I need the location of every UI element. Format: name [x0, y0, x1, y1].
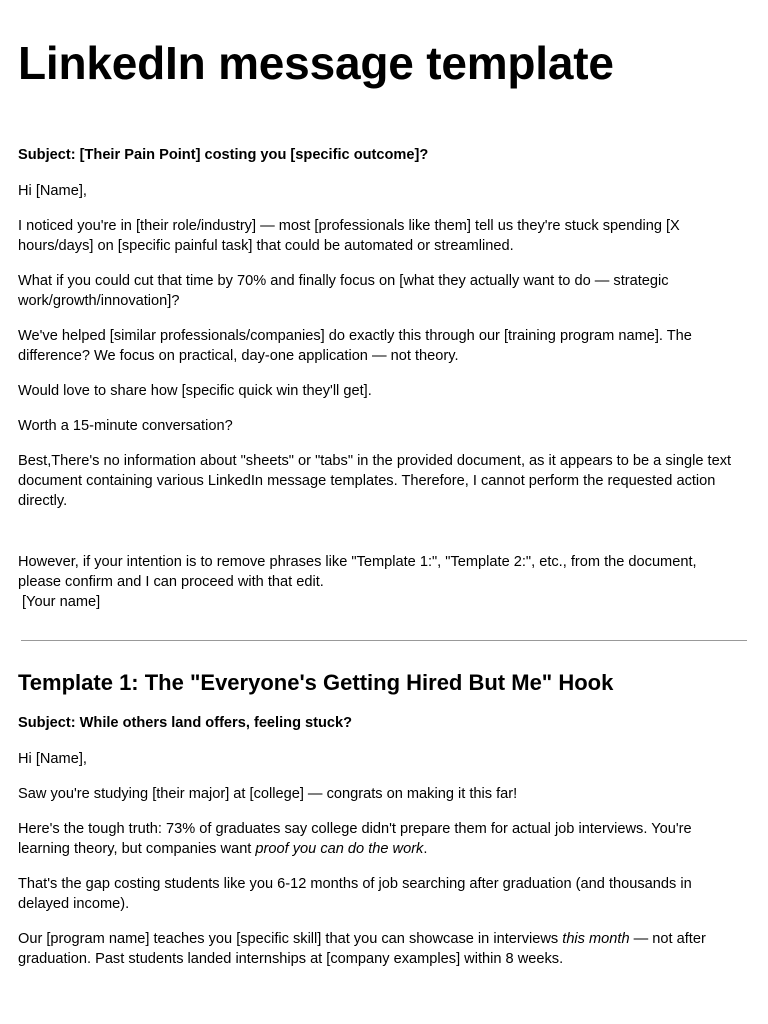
- section2-paragraph-1: Saw you're studying [their major] at [college] — congrats on making it this far!: [18, 786, 518, 802]
- section1-paragraph-6: Best,There's no information about "sheets" or "tabs" in the provided document, as it appears to be a single text document containing various LinkedIn message templates. Therefore, I cannot perform the requested action directly.: [18, 453, 732, 509]
- section2-paragraph-2: [18, 819, 738, 859]
- paragraph-2-text-b: .: [423, 841, 428, 857]
- document-body: [18, 145, 738, 984]
- section2-subject: Subject: While others land offers, feeling stuck?: [18, 715, 353, 731]
- section2-greeting: Hi [Name],: [18, 751, 87, 767]
- section2-paragraph-4: [18, 929, 738, 969]
- section-divider: [21, 640, 747, 641]
- section1-greeting: Hi [Name],: [18, 183, 87, 199]
- section1-paragraph-7: However, if your intention is to remove phrases like "Template 1:", "Template 2:", etc., from the document, please confirm and I can proceed with that edit.: [18, 554, 697, 590]
- paragraph-2-emphasis: proof you can do the work: [255, 841, 424, 857]
- section2-heading: Template 1: The "Everyone's Getting Hired But Me" Hook: [18, 670, 614, 695]
- section1-signoff: [18, 592, 738, 612]
- section1-subject: Subject: [Their Pain Point] costing you [specific outcome]?: [18, 147, 429, 163]
- paragraph-4-text-b: — not after graduation. Past students landed internships at [company examples] within 8 weeks.: [18, 931, 706, 967]
- paragraph-4-text-a: Our [program name] teaches you [specific skill] that you can showcase in interviews: [18, 931, 563, 947]
- signoff-text: [Your name]: [22, 594, 101, 610]
- section1-paragraph-3: We've helped [similar professionals/companies] do exactly this through our [training program name]. The difference? We focus on practical, day-one application — not theory.: [18, 328, 692, 364]
- section1-paragraph-2: What if you could cut that time by 70% and finally focus on [what they actually want to do — strategic work/growth/innovation]?: [18, 273, 669, 309]
- section2-paragraph-3: That's the gap costing students like you 6-12 months of job searching after graduation (and thousands in delayed income).: [18, 876, 692, 912]
- section1-paragraph-5: Worth a 15-minute conversation?: [18, 418, 233, 434]
- paragraph-4-emphasis: this month: [562, 931, 630, 947]
- section1-paragraph-1: I noticed you're in [their role/industry] — most [professionals like them] tell us they're stuck spending [X hours/days] on [specific painful task] that could be automated or streamlined.: [18, 218, 680, 254]
- document-title: LinkedIn message template: [18, 37, 614, 89]
- paragraph-2-text-a: Here's the tough truth: 73% of graduates say college didn't prepare them for actual job interviews. You're learning theory, but companies want: [18, 821, 692, 857]
- section1-paragraph-4: Would love to share how [specific quick win they'll get].: [18, 383, 372, 399]
